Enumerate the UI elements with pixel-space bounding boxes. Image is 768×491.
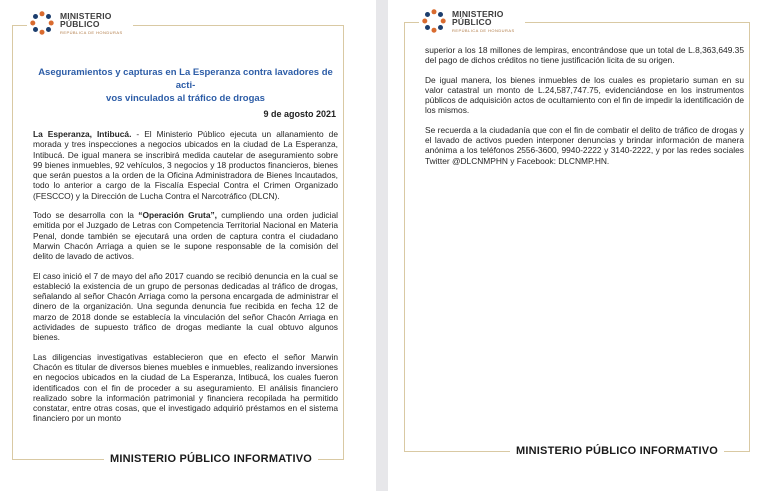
logo-line-1: MINISTERIO bbox=[452, 8, 504, 19]
page-separator bbox=[376, 0, 388, 491]
ministerio-publico-emblem-icon bbox=[421, 8, 447, 34]
paragraph-2-operation-name: “Operación Gruta”, bbox=[138, 210, 217, 221]
footer-rule-right bbox=[318, 459, 344, 460]
page-1-footer bbox=[12, 452, 344, 466]
ministerio-publico-logo bbox=[27, 10, 133, 36]
paragraph-4: Las diligencias investigativas establecieron que en efecto el señor Marwin Chacón es titular de diversos bienes muebles e inmuebles, realizando inversiones en negocios ubicados en la ciudad de La Esperanza, Intibucá, los cuales fueron identificados con el fin de proceder a su aseguramiento. El análisis financiero realizado sobre la información patrimonial y financiera recopilada ha permitido constatar, entre otras cosas, que el investigado adquirió préstamos en el sistema financiero por un monto bbox=[33, 351, 338, 424]
paragraph-1-text: - El Ministerio Público ejecuta un allanamiento de morada y tres inspecciones a negocios ubicados en la ciudad de La Esperanza, Intibucá. De igual manera se inscribirá medida cautelar de aseguramiento sobre 99 bienes inmuebles, 92 vehículos, 3 negocios y 18 productos financieros, bienes que serán puestos a la orden de la Oficina Administradora de Bienes Incautados, todo lo anterior a cargo de la Fiscalía Especial Contra el Crimen Organizado (FESCCO) y la Dirección de Lucha Contra el Narcotráfico (DLCN). bbox=[33, 129, 339, 201]
article-title bbox=[33, 66, 338, 105]
footer-rule-left bbox=[12, 459, 104, 460]
paragraph-2-lead: Todo se desarrolla con la bbox=[33, 210, 139, 221]
page-2 bbox=[388, 0, 768, 491]
logo-wordmark bbox=[452, 10, 515, 33]
footer-rule-right bbox=[724, 451, 750, 452]
paragraph-5: superior a los 18 millones de lempiras, encontrándose que un total de L.8,363,649.35 del pago de dichos créditos no tiene justificación licita de su origen. bbox=[425, 45, 744, 66]
page-1-content bbox=[33, 66, 338, 433]
paragraph-2 bbox=[33, 210, 338, 261]
logo-subtitle: REPÚBLICA DE HONDURAS bbox=[452, 27, 515, 33]
logo-line-2: PÚBLICO bbox=[60, 19, 100, 29]
page-2-border-frame bbox=[404, 8, 750, 457]
paragraph-1 bbox=[33, 129, 338, 201]
footer-label: MINISTERIO PÚBLICO INFORMATIVO bbox=[510, 445, 724, 457]
ministerio-publico-logo bbox=[419, 8, 525, 34]
footer-rule-left bbox=[404, 451, 510, 452]
logo-subtitle: REPÚBLICA DE HONDURAS bbox=[60, 29, 123, 35]
footer-label: MINISTERIO PÚBLICO INFORMATIVO bbox=[104, 453, 318, 465]
article-title-line-2: vos vinculados al tráfico de drogas bbox=[106, 93, 265, 104]
paragraph-1-dateline: La Esperanza, Intibucá. bbox=[33, 129, 132, 139]
paragraph-6: De igual manera, los bienes inmuebles de los cuales es propietario suman en su valor catastral un monto de L.24,587,747.75, evidenciándose en los instrumentos públicos de adquisición actos de ocultamiento con el fin de impedir la identificación de los mismos. bbox=[425, 74, 744, 116]
paragraph-2-text: cumpliendo una orden judicial emitida por el Juzgado de Letras con Competencia Territorial Nacional en Materia Penal, donde también se ejecutará una orden de captura contra el ciudadano Marwin Chacón Arriaga a quien se le supone responsable de la comisión del delito de lavado de activos. bbox=[33, 210, 338, 262]
logo-wordmark bbox=[60, 12, 123, 35]
logo-line-1: MINISTERIO bbox=[60, 10, 112, 21]
page-1-border-frame bbox=[12, 10, 344, 465]
page-2-content bbox=[425, 45, 744, 175]
paragraph-3: El caso inició el 7 de mayo del año 2017 cuando se recibió denuncia en la cual se estableció la existencia de un grupo de personas dedicadas al tráfico de drogas, señalando al señor Chacón Arriaga como la persona encargada de administrar el dinero de la organización. Una segunda denuncia fue recibida en fecha 12 de marzo de 2018 donde se establecía la vinculación del señor Chacón Arriaga en actividades de supuesto tráfico de drogas mediante la cual obtuvo algunos bienes. bbox=[33, 270, 338, 343]
ministerio-publico-emblem-icon bbox=[29, 10, 55, 36]
logo-line-2: PÚBLICO bbox=[452, 17, 492, 27]
paragraph-7: Se recuerda a la ciudadanía que con el fin de combatir el delito de tráfico de drogas y el lavado de activos pueden interponer denuncias y brindar información de manera anónima a los teléfonos 2556-3600, 9940-2222 y 3140-2222, y por las redes sociales Twitter @DLCNMPHN y Facebook: DLCNMP.HN. bbox=[425, 124, 744, 166]
page-2-footer bbox=[404, 444, 750, 458]
article-title-line-1: Aseguramientos y capturas en La Esperanza contra lavadores de acti- bbox=[38, 67, 333, 91]
page-1 bbox=[0, 0, 376, 491]
article-date: 9 de agosto 2021 bbox=[263, 109, 336, 119]
